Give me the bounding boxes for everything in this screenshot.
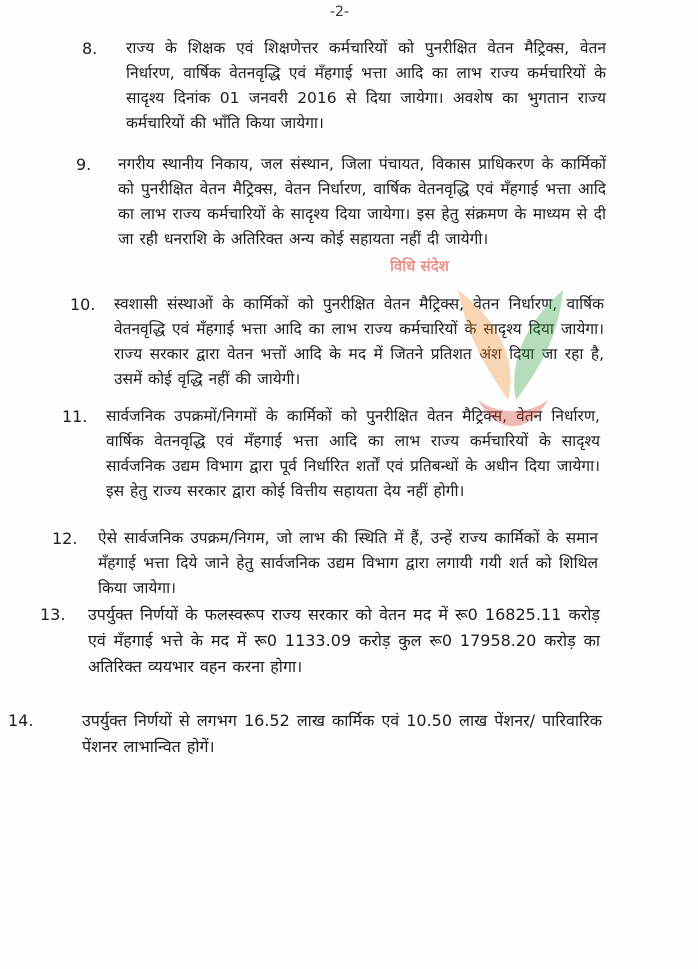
- item-text: उपर्युक्त निर्णयों के फलस्वरूप राज्य सरकार को वेतन मद में रू0 16825.11 करोड़ एवं मँहगाई भत्ते के मद में रू0 1133.09 करोड़ कुल रू0 17958.20 करोड़ का अतिरिक्त व्ययभार वहन करना होगा।: [88, 605, 600, 676]
- watermark-text: विधि संदेश: [390, 257, 449, 275]
- item-number: 10.: [70, 295, 96, 314]
- item-text: नगरीय स्थानीय निकाय, जल संस्थान, जिला पंचायत, विकास प्राधिकरण के कार्मिकों को पुनरीक्षित वेतन मैट्रिक्स, वेतन निर्धारण, वार्षिक वेतनवृद्धि एवं मँहगाई भत्ता आदि का लाभ राज्य कर्मचारियों के सादृश्य दिया जायेगा। इस हेतु संक्रमण के माध्यम से दी जा रही धनराशि के अतिरिक्त अन्य कोई सहायता नहीं दी जायेगी।: [118, 155, 606, 248]
- page-number-mark: -2-: [330, 4, 350, 20]
- item-text: स्वशासी संस्थाओं के कार्मिकों को पुनरीक्षित वेतन मैट्रिक्स, वेतन निर्धारण, वार्षिक वेतनवृद्धि एवं मँहगाई भत्ता आदि का लाभ राज्य कर्मचारियों के सादृश्य दिया जायेगा। राज्य सरकार द्वारा वेतन भत्तों आदि के मद में जितने प्रतिशत अंश दिया जा रहा है, उसमें कोई वृद्धि नहीं की जायेगी।: [114, 295, 605, 388]
- item-number: 14.: [8, 711, 34, 730]
- item-number: 13.: [40, 605, 66, 624]
- item-text: सार्वजनिक उपक्रमों/निगमों के कार्मिकों को पुनरीक्षित वेतन मैट्रिक्स, वेतन निर्धारण, वार्षिक वेतनवृद्धि एवं मँहगाई भत्ता आदि का लाभ राज्य कर्मचारियों के सादृश्य सार्वजनिक उद्यम विभाग द्वारा पूर्व निर्धारित शर्तों एवं प्रतिबन्धों के अधीन दिया जायेगा। इस हेतु राज्य सरकार द्वारा कोई वित्तीय सहायता देय नहीं होगी।: [106, 407, 600, 500]
- item-text: उपर्युक्त निर्णयों से लगभग 16.52 लाख कार्मिक एवं 10.50 लाख पेंशनर/ पारिवारिक पेंशनर लाभान्वित होगें।: [82, 711, 602, 756]
- item-number: 12.: [52, 529, 78, 548]
- item-text: राज्य के शिक्षक एवं शिक्षणेत्तर कर्मचारियों को पुनरीक्षित वेतन मैट्रिक्स, वेतन निर्धारण, वार्षिक वेतनवृद्धि एवं मँहगाई भत्ता आदि का लाभ राज्य कर्मचारियों के सादृश्य दिनांक 01 जनवरी 2016 से दिया जायेगा। अवशेष का भुगतान राज्य कर्मचारियों की भाँति किया जायेगा।: [126, 39, 606, 132]
- item-text: ऐसे सार्वजनिक उपक्रम/निगम, जो लाभ की स्थिति में हैं, उन्हें राज्य कार्मिकों के समान मँहगाई भत्ता दिये जाने हेतु सार्वजनिक उद्यम विभाग द्वारा लगायी गयी शर्त को शिथिल किया जायेगा।: [98, 529, 598, 597]
- item-number: 9.: [76, 155, 92, 174]
- item-number: 8.: [82, 39, 98, 58]
- item-number: 11.: [62, 407, 88, 426]
